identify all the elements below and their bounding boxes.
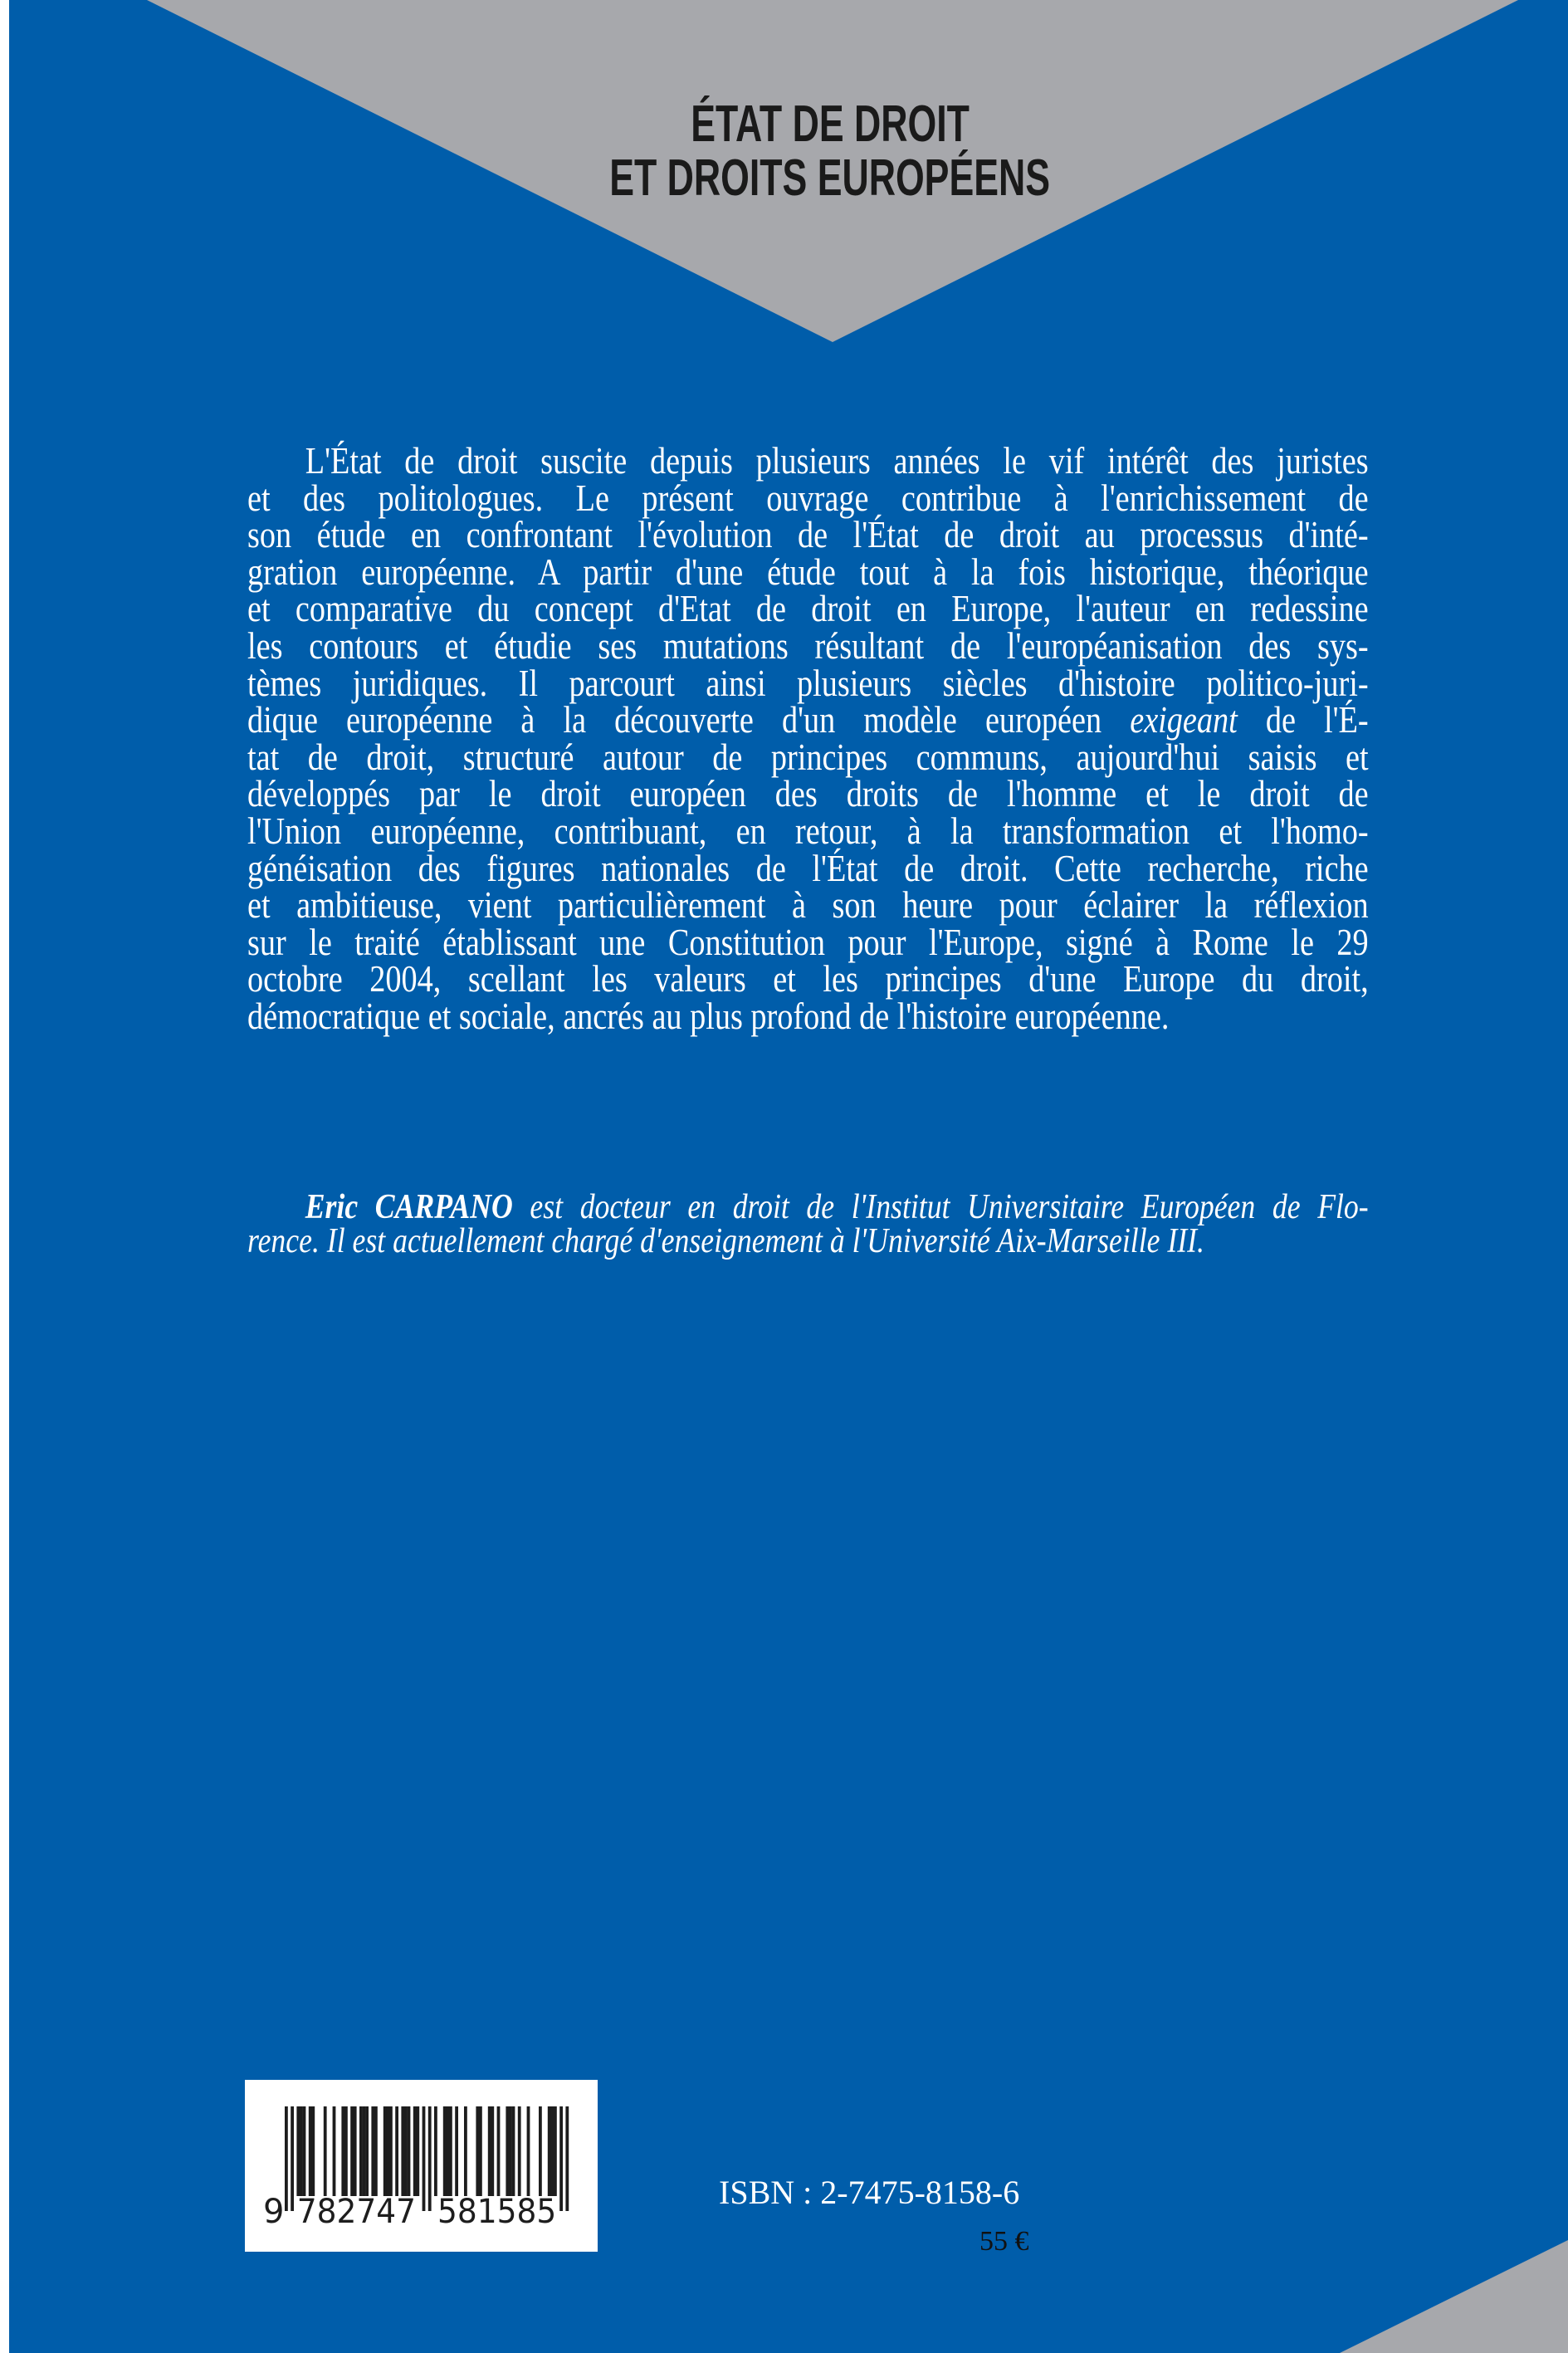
summary-text-run: de l'É-: [1265, 699, 1369, 741]
summary-line: [247, 960, 1369, 998]
summary-line-text: et comparative du concept d'Etat de droit en Europe, l'auteur en redessine: [247, 588, 1369, 629]
bottom-right-gray-triangle: [1340, 2240, 1568, 2353]
isbn-number: ISBN : 2-7475-8158-6: [719, 2174, 1020, 2211]
book-title-line-1: [498, 95, 1162, 153]
summary-line: [247, 553, 1369, 591]
summary-line-text: démocratique et sociale, ancrés au plus profond de l'histoire européenne.: [247, 996, 1170, 1037]
title-text-1: ÉTAT DE DROIT: [691, 95, 970, 153]
summary-line: [247, 701, 1369, 739]
price-label: 55 €: [979, 2226, 1029, 2257]
summary-line-text: tèmes juridiques. Il parcourt ainsi plusieurs siècles d'histoire politico-juri-: [247, 663, 1369, 704]
italic-emphasis: exigeant: [1130, 699, 1238, 741]
summary-line-text: sur le traité établissant une Constitution pour l'Europe, signé à Rome le 29: [247, 922, 1369, 963]
summary-line: [247, 886, 1369, 924]
summary-line-text: les contours et étudie ses mutations résultant de l'européanisation des sys-: [247, 625, 1369, 667]
summary-line: [247, 738, 1369, 776]
summary-line-text: octobre 2004, scellant les valeurs et les principes d'une Europe du droit,: [247, 958, 1369, 1000]
summary-line-text: gration européenne. A partir d'une étude tout à la fois historique, théorique: [247, 551, 1369, 593]
summary-line: [247, 775, 1369, 813]
author-bio-run: est docteur en droit de l'Institut Universitaire Européen de Flo-: [530, 1188, 1369, 1226]
author-bio-line-2: [247, 1222, 1369, 1260]
summary-line: [247, 997, 1369, 1035]
svg-text:782747: 782747: [296, 2193, 416, 2231]
book-title-line-2: [498, 149, 1162, 207]
summary-text-run: dique européenne à la découverte d'un modèle européen: [247, 699, 1102, 741]
summary-line-text: développés par le droit européen des droits de l'homme et le droit de: [247, 773, 1369, 814]
author-bio-line-1: [247, 1188, 1369, 1226]
summary-line: [247, 589, 1369, 628]
summary-line-text: [247, 701, 1369, 739]
summary-line: [247, 627, 1369, 665]
summary-line-text: et ambitieuse, vient particulièrement à son heure pour éclairer la réflexion: [247, 884, 1369, 926]
summary-line-text: l'Union européenne, contribuant, en retour, à la transformation et l'homo-: [247, 810, 1369, 852]
summary-line: [247, 664, 1369, 702]
summary-line: [247, 923, 1369, 961]
author-name: Eric CARPANO: [305, 1188, 513, 1226]
summary-line: [247, 812, 1369, 850]
summary-line-text: généisation des figures nationales de l'État de droit. Cette recherche, riche: [247, 848, 1369, 889]
summary-line-text: L'État de droit suscite depuis plusieurs années le vif intérêt des juristes: [305, 440, 1369, 482]
summary-line-text: son étude en confrontant l'évolution de l'État de droit au processus d'inté-: [247, 514, 1369, 555]
author-bio-text: rence. Il est actuellement chargé d'enseignement à l'Université Aix-Marseille III.: [247, 1222, 1204, 1260]
decorative-triangles: [9, 0, 1568, 2353]
summary-line: [247, 442, 1369, 480]
summary-line-text: tat de droit, structuré autour de principes communs, aujourd'hui saisis et: [247, 736, 1369, 778]
summary-line: [247, 849, 1369, 888]
author-bio-text: [247, 1188, 1369, 1226]
barcode-bars-icon: [245, 2080, 598, 2252]
barcode: [245, 2080, 598, 2252]
svg-text:581585: 581585: [437, 2193, 557, 2231]
summary-line-text: et des politologues. Le présent ouvrage contribue à l'enrichissement de: [247, 477, 1369, 519]
summary-line: [247, 516, 1369, 554]
title-text-2: ET DROITS EUROPÉENS: [609, 149, 1051, 207]
summary-line: [247, 479, 1369, 517]
svg-text:9: 9: [263, 2193, 285, 2231]
book-back-cover: [9, 0, 1568, 2353]
